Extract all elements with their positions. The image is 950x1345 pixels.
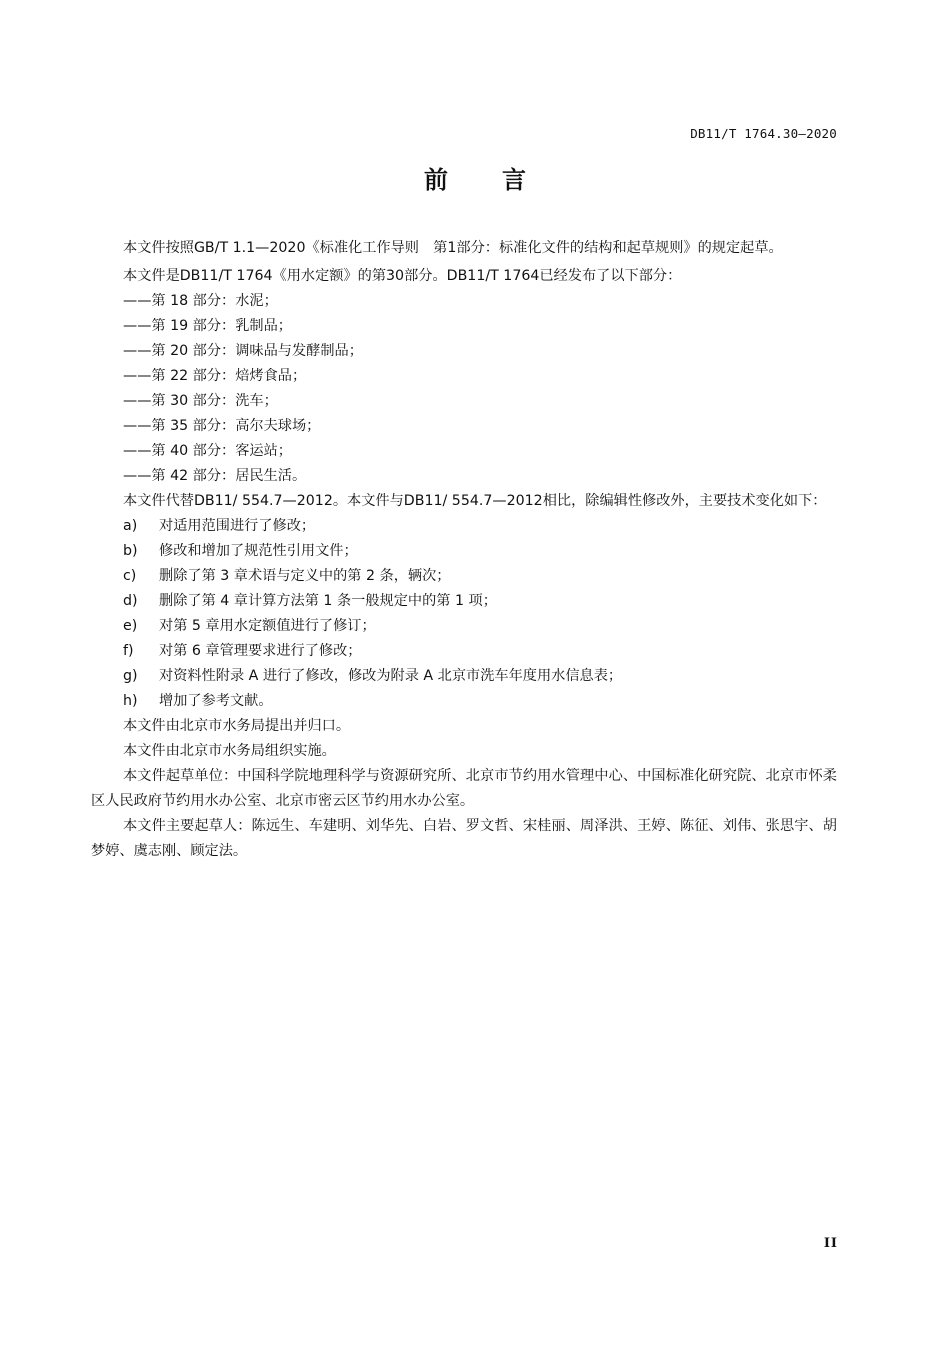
list-item: ——第 18 部分：水泥； <box>123 293 278 309</box>
list-item-text: 修改和增加了规范性引用文件； <box>159 543 358 559</box>
list-item <box>91 514 837 539</box>
list-marker: b) <box>123 543 138 559</box>
paragraph-drafting-units: 本文件起草单位：中国科学院地理科学与资源研究所、北京市节约用水管理中心、中国标准化研究院、北京市怀柔区人民政府节约用水办公室、北京市密云区节约用水办公室。 <box>91 768 837 809</box>
list-item: ——第 22 部分：焙烤食品； <box>123 368 307 384</box>
list-marker: g) <box>123 668 138 684</box>
changes-list <box>91 514 837 714</box>
list-item <box>91 689 837 714</box>
list-item: ——第 35 部分：高尔夫球场； <box>123 418 321 434</box>
list-item-text: 对第 6 章管理要求进行了修改； <box>159 643 362 659</box>
list-item: ——第 19 部分：乳制品； <box>123 318 292 334</box>
list-item <box>91 564 837 589</box>
list-item <box>91 664 837 689</box>
list-item-text: 对资料性附录 A 进行了修改，修改为附录 A 北京市洗车年度用水信息表； <box>159 668 623 684</box>
list-marker: d) <box>123 593 138 609</box>
list-item-text: 对第 5 章用水定额值进行了修订； <box>159 618 376 634</box>
list-item-text: 删除了第 4 章计算方法第 1 条一般规定中的第 1 项； <box>159 593 497 609</box>
list-marker: e) <box>123 618 138 634</box>
page-number: II <box>823 1236 838 1251</box>
paragraph-organized-by: 本文件由北京市水务局组织实施。 <box>123 743 336 759</box>
document-code: DB11/T 1764.30—2020 <box>690 126 837 141</box>
published-parts-list <box>91 289 837 489</box>
paragraph-drafters: 本文件主要起草人：陈远生、车建明、刘华先、白岩、罗文哲、宋桂丽、周泽洪、王婷、陈征、刘伟、张思宇、胡梦婷、虞志刚、顾定法。 <box>91 818 837 859</box>
page-title: 前言 <box>424 166 580 194</box>
list-item: ——第 42 部分：居民生活。 <box>123 468 307 484</box>
paragraph-drafting-basis: 本文件按照GB/T 1.1—2020《标准化工作导则 第1部分：标准化文件的结构和起草规则》的规定起草。 <box>123 240 783 256</box>
foreword-body <box>91 236 837 864</box>
paragraph-replaces: 本文件代替DB11/ 554.7—2012。本文件与DB11/ 554.7—2012相比，除编辑性修改外，主要技术变化如下： <box>123 493 827 509</box>
list-item-text: 增加了参考文献。 <box>159 693 273 709</box>
list-item-text: 对适用范围进行了修改； <box>159 518 316 534</box>
list-item: ——第 30 部分：洗车； <box>123 393 278 409</box>
list-item-text: 删除了第 3 章术语与定义中的第 2 条，辆次； <box>159 568 451 584</box>
list-marker: c) <box>123 568 137 584</box>
list-item <box>91 614 837 639</box>
list-item <box>91 539 837 564</box>
list-item <box>91 639 837 664</box>
paragraph-proposed-by: 本文件由北京市水务局提出并归口。 <box>123 718 351 734</box>
paragraph-part-of: 本文件是DB11/T 1764《用水定额》的第30部分。DB11/T 1764已经发布了以下部分： <box>123 268 682 284</box>
list-item: ——第 40 部分：客运站； <box>123 443 292 459</box>
list-item <box>91 589 837 614</box>
list-marker: a) <box>123 518 138 534</box>
list-marker: f) <box>123 643 134 659</box>
list-marker: h) <box>123 693 138 709</box>
list-item: ——第 20 部分：调味品与发酵制品； <box>123 343 363 359</box>
